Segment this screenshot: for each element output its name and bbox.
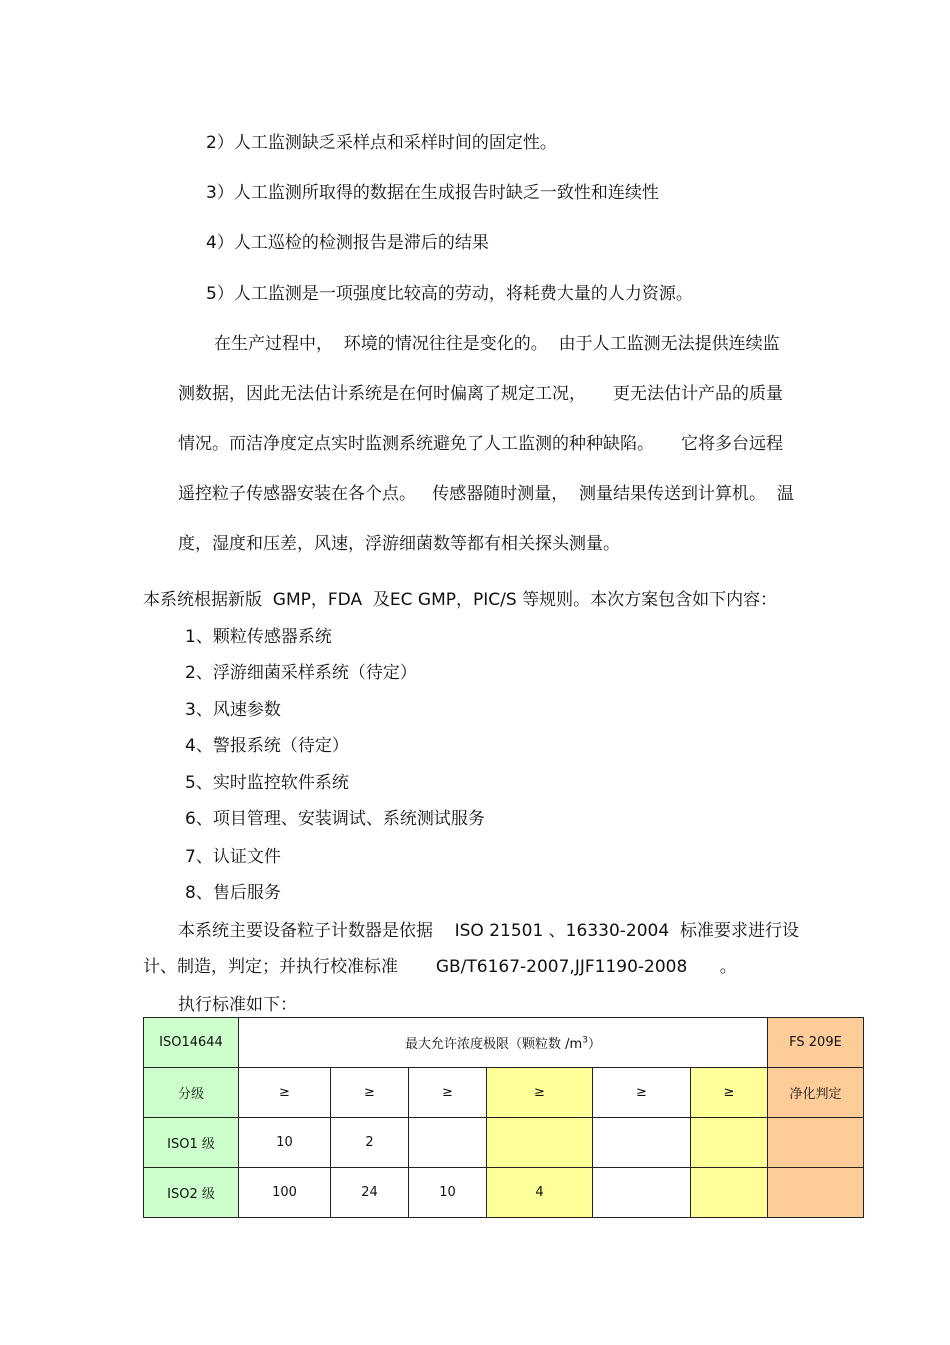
table-row	[144, 1168, 864, 1218]
table-cell	[593, 1168, 691, 1218]
content-item: 5、实时监控软件系统	[185, 773, 349, 793]
paragraph-line: 遥控粒子传感器安装在各个点。 传感器随时测量， 测量结果传送到计算机。 温	[178, 484, 794, 504]
table-cell: 10	[409, 1168, 487, 1218]
paragraph-line: 度，湿度和压差，风速，浮游细菌数等都有相关探头测量。	[178, 534, 620, 554]
ge-cell: ≥	[409, 1068, 487, 1118]
content-item: 8、售后服务	[185, 883, 281, 903]
table-subheader-row	[144, 1068, 864, 1118]
list-item-4: 4）人工巡检的检测报告是滞后的结果	[206, 233, 489, 253]
paragraph-line: 情况。而洁净度定点实时监测系统避免了人工监测的种种缺陷。 它将多台远程	[178, 434, 784, 454]
table-header-row	[144, 1018, 864, 1068]
ge-cell: ≥	[239, 1068, 331, 1118]
list-item-3: 3）人工监测所取得的数据在生成报告时缺乏一致性和连续性	[206, 183, 659, 203]
table-cell: 24	[331, 1168, 409, 1218]
table-cell	[487, 1118, 593, 1168]
table-cell	[691, 1118, 768, 1168]
ge-cell: ≥	[487, 1068, 593, 1118]
table-cell	[768, 1168, 864, 1218]
table-row	[144, 1118, 864, 1168]
standards-table	[143, 1017, 864, 1218]
paragraph-line: 本系统主要设备粒子计数器是依据 ISO 21501 、16330-2004 标准要求进行设	[178, 921, 799, 941]
paragraph-line: 测数据，因此无法估计系统是在何时偏离了规定工况， 更无法估计产品的质量	[178, 384, 784, 404]
content-item: 2、浮游细菌采样系统（待定）	[185, 663, 417, 683]
table-cell: 4	[487, 1168, 593, 1218]
table-cell	[691, 1168, 768, 1218]
list-item-5: 5）人工监测是一项强度比较高的劳动，将耗费大量的人力资源。	[206, 284, 693, 304]
ge-cell: ≥	[691, 1068, 768, 1118]
row-label: ISO2 级	[144, 1168, 239, 1218]
content-item: 3、风速参数	[185, 700, 281, 720]
content-item: 4、警报系统（待定）	[185, 736, 349, 756]
ge-cell: ≥	[331, 1068, 409, 1118]
paragraph-line: 在生产过程中， 环境的情况往往是变化的。 由于人工监测无法提供连续监	[214, 334, 780, 354]
judge-header-cell: 净化判定	[768, 1068, 864, 1118]
table-cell: 2	[331, 1118, 409, 1168]
content-item: 6、项目管理、安装调试、系统测试服务	[185, 809, 485, 829]
table-cell	[768, 1118, 864, 1168]
grade-header-cell: 分级	[144, 1068, 239, 1118]
max-concentration-header: 最大允许浓度极限（颗粒数 $/m^3$）	[239, 1018, 768, 1068]
standards-intro: 执行标准如下：	[178, 995, 297, 1015]
list-item-2: 2）人工监测缺乏采样点和采样时间的固定性。	[206, 133, 557, 153]
table-cell: 100	[239, 1168, 331, 1218]
table-cell: 10	[239, 1118, 331, 1168]
ge-cell: ≥	[593, 1068, 691, 1118]
content-item: 1、颗粒传感器系统	[185, 627, 332, 647]
row-label: ISO1 级	[144, 1118, 239, 1168]
table-cell	[593, 1118, 691, 1168]
intro-line: 本系统根据新版 GMP，FDA 及EC GMP，PIC/S 等规则。本次方案包含如下内容：	[143, 590, 778, 610]
iso-header-cell: ISO14644	[144, 1018, 239, 1068]
paragraph-line: 计、制造，判定；并执行校准标准 GB/T6167-2007,JJF1190-2008 。	[143, 957, 737, 977]
content-item: 7、认证文件	[185, 847, 281, 867]
table-cell	[409, 1118, 487, 1168]
fs209e-header-cell: FS 209E	[768, 1018, 864, 1068]
